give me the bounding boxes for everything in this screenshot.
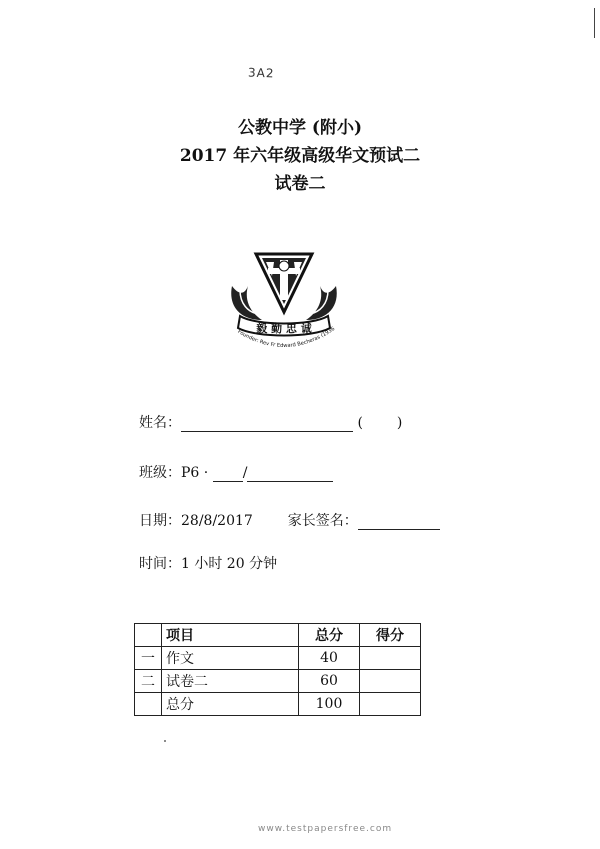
name-bracket-open: ( (357, 415, 363, 431)
score-table (134, 623, 421, 716)
table-row (135, 670, 421, 693)
name-label: 姓名： (139, 415, 181, 431)
row-total: 60 (299, 670, 360, 693)
row-score[interactable] (360, 693, 421, 716)
scan-edge-mark (594, 8, 595, 38)
time-value: 1 小时 20 分钟 (181, 556, 278, 572)
date-value: 28/8/2017 (181, 513, 253, 529)
class-label: 班级： (139, 465, 181, 481)
school-name: 公教中学 (附小) (237, 118, 362, 138)
name-field (139, 412, 402, 432)
footer-url: www.testpapersfree.com (258, 824, 393, 834)
scan-speck (164, 740, 166, 742)
row-score[interactable] (360, 670, 421, 693)
row-total: 40 (299, 647, 360, 670)
time-label: 时间： (139, 556, 181, 572)
logo-motto: 毅 勤 忠 诚 (256, 322, 312, 335)
logo-founder-text: Founder: Rev Fr Edward Becheras (1936 (236, 326, 337, 350)
class-separator: / (242, 465, 248, 481)
row-number: 一 (135, 647, 162, 670)
row-score[interactable] (360, 647, 421, 670)
parent-signature-label: 家长签名： (287, 513, 358, 529)
row-item: 总分 (162, 693, 299, 716)
class-prefix: P6 · (181, 465, 209, 481)
date-label: 日期： (139, 513, 181, 529)
table-row-total (135, 693, 421, 716)
date-field (139, 510, 440, 530)
table-row (135, 647, 421, 670)
row-number: 二 (135, 670, 162, 693)
header-cell-score: 得分 (360, 624, 421, 647)
header-cell-item: 项目 (162, 624, 299, 647)
name-blank-line[interactable] (181, 417, 353, 432)
name-bracket-close: ) (396, 415, 403, 431)
paper-title: 试卷二 (274, 174, 326, 194)
class-blank-line[interactable] (213, 467, 243, 482)
parent-signature-line[interactable] (358, 515, 440, 530)
row-item: 试卷二 (162, 670, 299, 693)
row-total: 100 (299, 693, 360, 716)
row-item: 作文 (162, 647, 299, 670)
row-number (135, 693, 162, 716)
class-field (139, 462, 333, 482)
score-table-header-row (135, 624, 421, 647)
header-cell (135, 624, 162, 647)
time-field (139, 553, 277, 573)
register-blank-line[interactable] (247, 467, 333, 482)
school-crest-logo (226, 246, 342, 354)
header-cell-total: 总分 (299, 624, 360, 647)
handwritten-code: 3A2 (247, 65, 275, 81)
exam-title: 2017 年六年级高级华文预试二 (179, 146, 421, 166)
